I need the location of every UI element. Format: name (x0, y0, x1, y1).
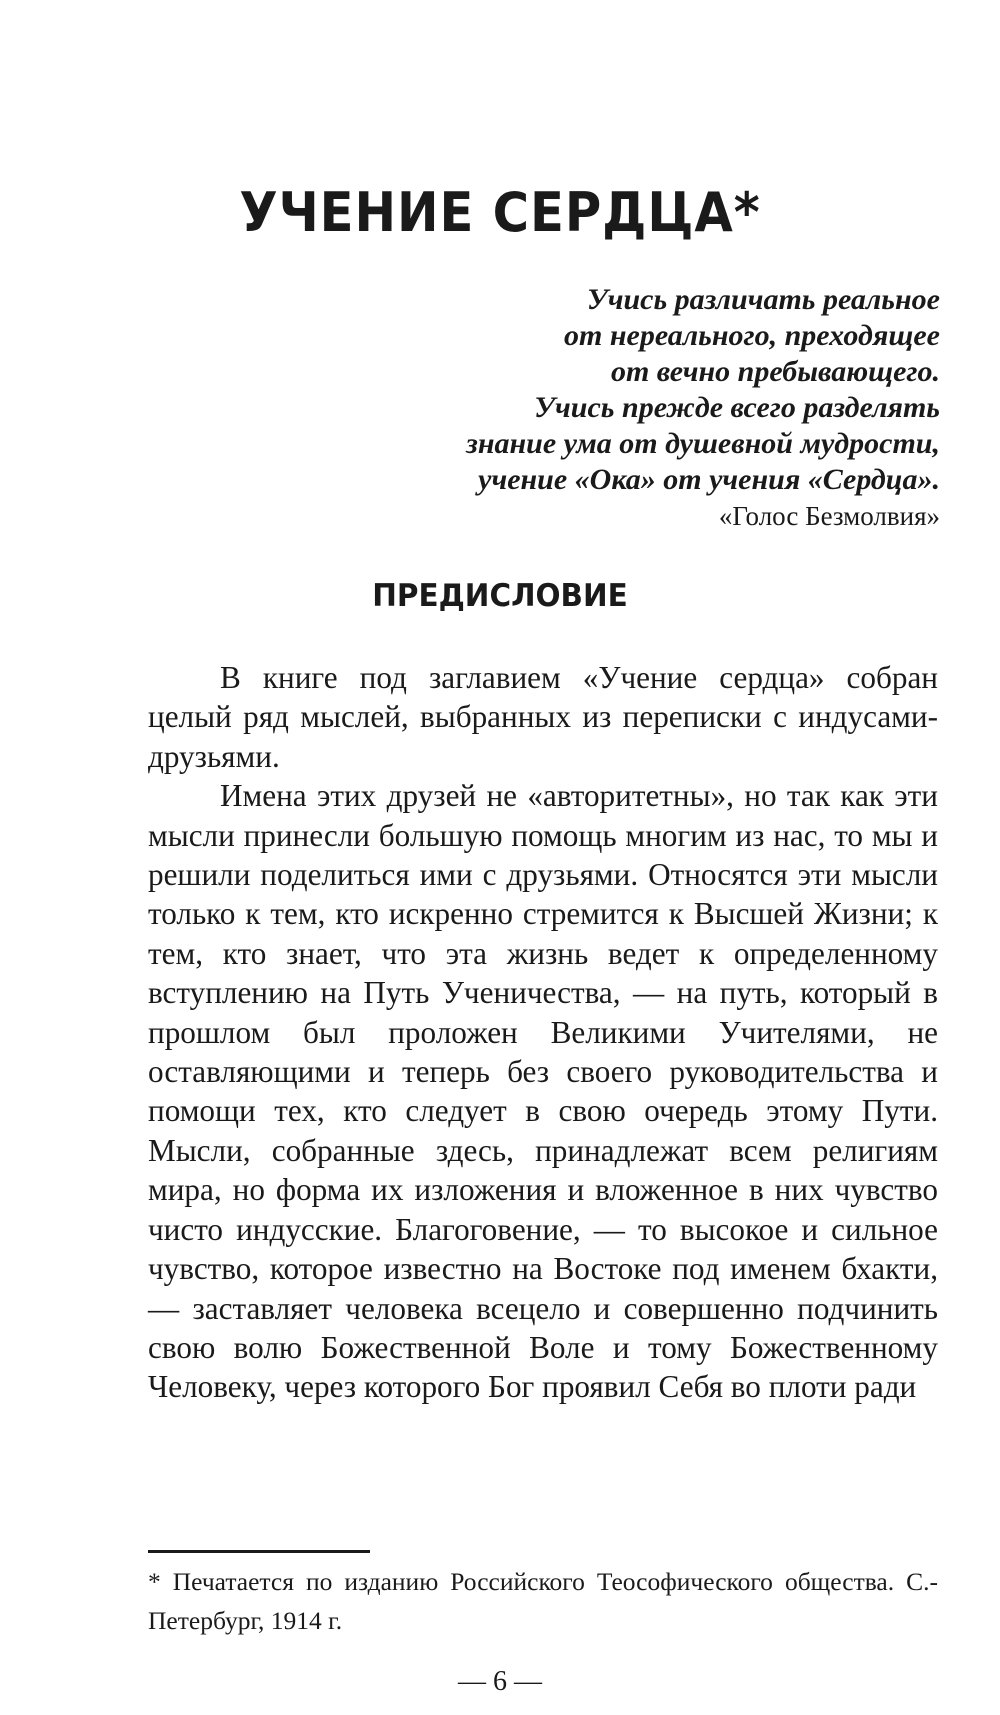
epigraph-line: от вечно пребывающего. (610, 355, 940, 388)
footnote-divider (148, 1550, 370, 1553)
epigraph-line: учение «Ока» от учения «Сердца». (478, 463, 940, 496)
section-heading: ПРЕДИСЛОВИЕ (372, 578, 628, 614)
epigraph (240, 282, 940, 534)
page-number: — 6 — (458, 1666, 542, 1697)
footnote: * Печатается по изданию Российского Теософического общества. С.-Петербург, 1914 г. (148, 1567, 938, 1635)
epigraph-source: «Голос Безмолвия» (718, 501, 940, 531)
epigraph-line: Учись различать реальное (586, 283, 940, 316)
paragraph: Имена этих друзей не «авторитетны», но так как эти мысли принесли большую помощь многим из нас, то мы и решили поделиться ими с друзьями. Относятся эти мысли только к тем, кто искренно стремится к Высшей Жизни; к тем, кто знает, что эта жизнь ведет к определенному вступлению на Путь Ученичества, — на путь, который в прошлом был проложен Великими Учителями, не оставляющими и теперь без своего руководительства и помощи тех, кто следует в свою очередь этому Пути. Мысли, собранные здесь, принадлежат всем религиям мира, но форма их изложения и вложенное в них чувство чисто индусские. Благоговение, — то высокое и сильное чувство, которое известно на Востоке под именем бхакти, — заставляет человека всецело и совершенно подчинить свою волю Божественной Воле и тому Божественному Человеку, через которого Бог проявил Себя во плоти ради (148, 778, 938, 1405)
epigraph-line: Учись прежде всего разделять (534, 391, 940, 424)
epigraph-line: знание ума от душевной мудрости, (466, 427, 940, 460)
body-text (148, 658, 938, 1407)
paragraph: В книге под заглавием «Учение сердца» собран целый ряд мыслей, выбранных из переписки с индусами-друзьями. (148, 660, 938, 774)
chapter-title: УЧЕНИЕ СЕРДЦА* (239, 181, 761, 244)
epigraph-line: от нереального, преходящее (564, 319, 940, 352)
